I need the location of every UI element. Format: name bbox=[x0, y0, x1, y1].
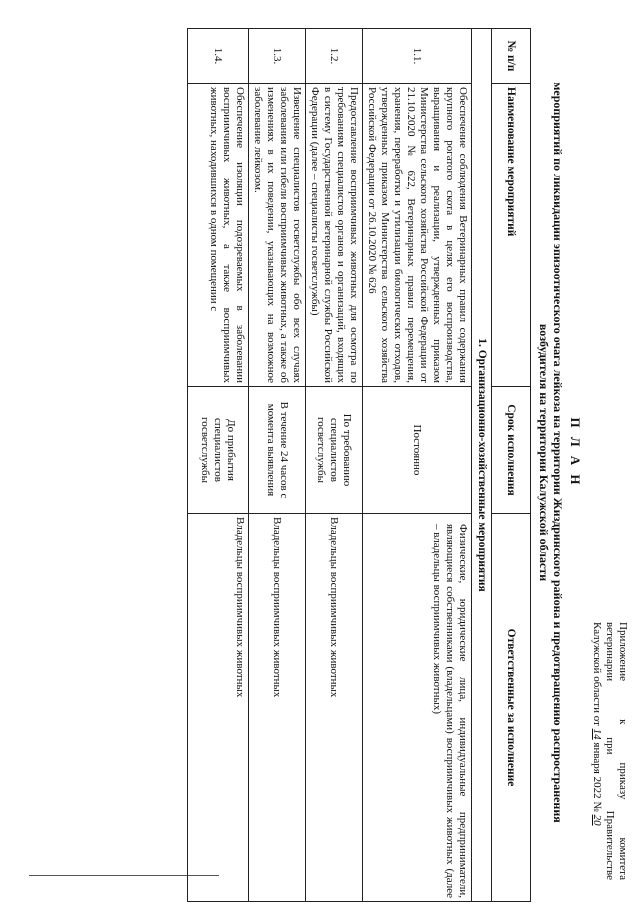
row-name: Обеспечение изоляции подозреваемых в заболевании восприимчивых животных, а также восприимчивых животных, находившихся в одном помещении с bbox=[188, 84, 249, 387]
appendix-word: к bbox=[617, 719, 629, 725]
header-term: Срок исполнения bbox=[492, 387, 531, 514]
row-responsible: Владельцы восприимчивых животных bbox=[306, 514, 363, 902]
table-row bbox=[249, 29, 306, 902]
table-row bbox=[306, 29, 363, 902]
appendix-word: приказу bbox=[617, 762, 629, 800]
table-row bbox=[363, 29, 472, 902]
appendix-date-prefix: Калужской области от bbox=[591, 622, 603, 726]
row-num: 1.2. bbox=[306, 29, 363, 84]
table-header-row bbox=[492, 29, 531, 902]
row-term: Постоянно bbox=[363, 387, 472, 514]
row-term: По требованию специалистов госветслужбы bbox=[306, 387, 363, 514]
document-subtitle: мероприятий по ликвидации эпизоотического очага лейкоза на территории Жиздринского района и предотвращению распространения возбудителя на территории Калужской области bbox=[537, 82, 565, 823]
header-responsible: Ответственные за исполнение bbox=[492, 514, 531, 902]
appendix-line-3 bbox=[590, 622, 603, 880]
row-responsible: Владельцы восприимчивых животных bbox=[249, 514, 306, 902]
header-name: Наименование мероприятий bbox=[492, 84, 531, 387]
row-num: 1.3. bbox=[249, 29, 306, 84]
row-name: Извещение специалистов госветслужбы обо всех случаях заболевания или гибели восприимчивых животных, а также об изменениях в их поведении, указывающих на возможное заболевание лейкозом. bbox=[249, 84, 306, 387]
appendix-word: комитета bbox=[617, 837, 629, 880]
appendix-day: 14 bbox=[591, 728, 603, 740]
header-num: № п/п bbox=[492, 29, 531, 84]
row-responsible: Владельцы восприимчивых животных bbox=[188, 514, 249, 902]
appendix-word: при bbox=[604, 737, 616, 755]
plan-table bbox=[187, 28, 531, 902]
section-row bbox=[472, 29, 492, 902]
section-title: 1. Организационно-хозяйственные мероприятия bbox=[472, 29, 492, 902]
row-term: До прибытия специалистов госветслужбы bbox=[188, 387, 249, 514]
appendix-word: Приложение bbox=[617, 622, 629, 682]
appendix-word: Правительстве bbox=[604, 810, 616, 880]
appendix-month-year: января 2022 № bbox=[591, 742, 603, 812]
document-title: П Л А Н bbox=[568, 417, 583, 488]
row-num: 1.1. bbox=[363, 29, 472, 84]
table-row bbox=[188, 29, 249, 902]
row-name: Обеспечение соблюдения Ветеринарных правил содержания крупного рогатого скота в целях его воспроизводства, выращивания и реализации, утвержденных приказом Министерства сельского хозяйства Российской Федерации от 21.10.2020 № 622, Ветеринарных правил перемещения, хранения, переработки и утилизации биологических отходов, утвержденных приказом Министерства сельского хозяйства Российской Федерации от 26.10.2020 № 626 bbox=[363, 84, 472, 387]
appendix-word: ветеринарии bbox=[604, 622, 616, 682]
appendix-line-1 bbox=[616, 622, 629, 880]
row-responsible: Физические, юридические лица, индивидуальные предприниматели, являющиеся собственниками (владельцами) восприимчивых животных (далее – владельцы восприимчивых животных) bbox=[363, 514, 472, 902]
appendix-number: 20 bbox=[591, 814, 603, 826]
row-name: Предоставление восприимчивых животных для осмотра по требованиям специалистов органов и организаций, входящих в систему Государственной ветеринарной службы Российской Федерации (далее – специалисты госветслужбы) bbox=[306, 84, 363, 387]
row-term: В течение 24 часов с момента выявления bbox=[249, 387, 306, 514]
row-num: 1.4. bbox=[188, 29, 249, 84]
appendix-header bbox=[590, 622, 629, 880]
appendix-line-2 bbox=[603, 622, 616, 880]
